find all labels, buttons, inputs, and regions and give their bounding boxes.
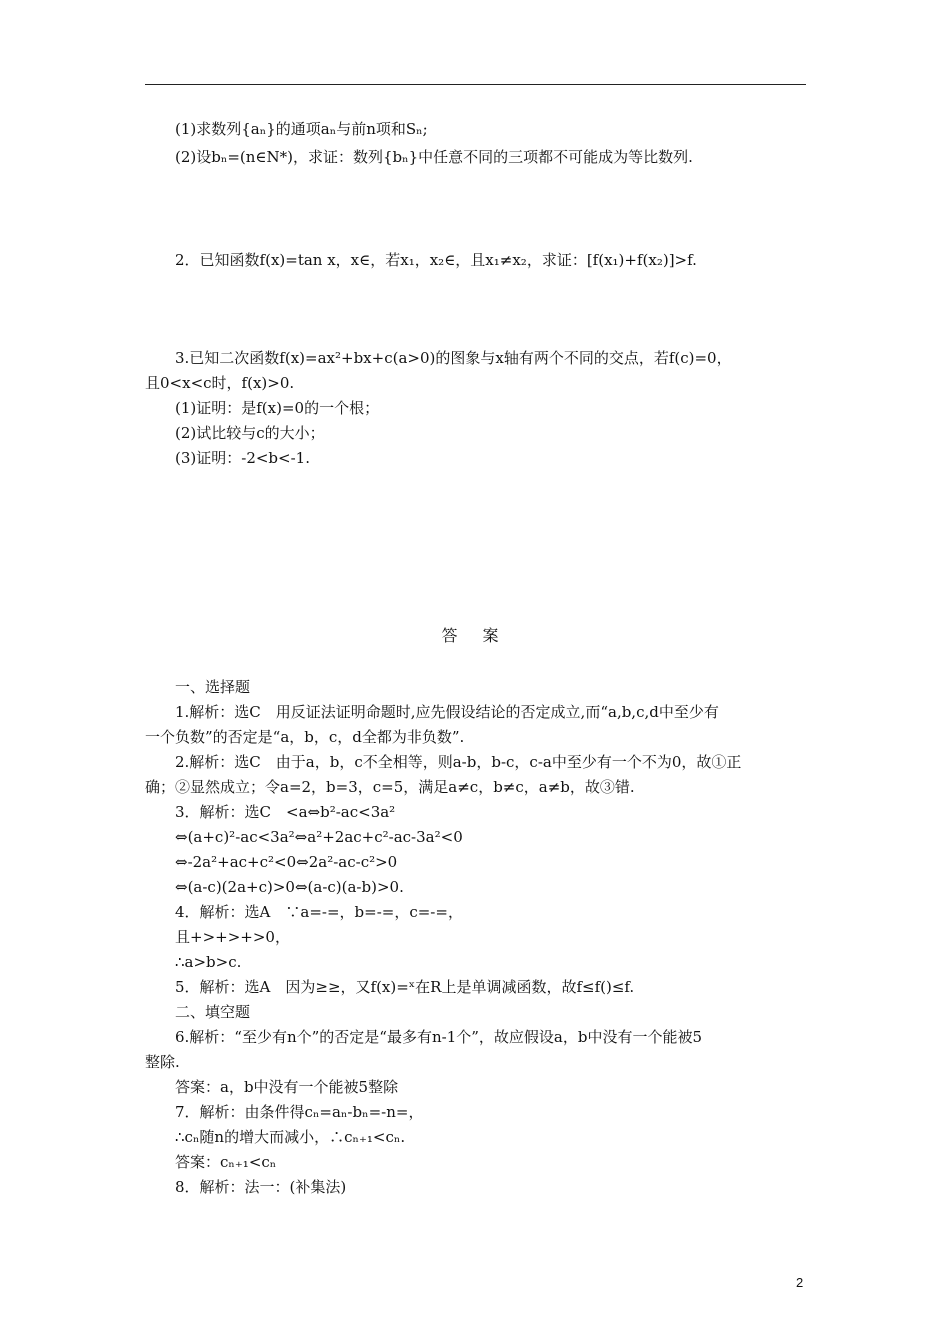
text-line: 答案：a，b中没有一个能被5整除 <box>175 1078 399 1096</box>
text-line: 整除. <box>145 1053 180 1071</box>
text-line: ∴a>b>c. <box>175 953 242 971</box>
text-line: 2.解析：选C 由于a，b，c不全相等，则a-b，b-c，c-a中至少有一个不为0，故①正 <box>175 753 742 771</box>
text-line: 答案：cₙ₊₁<cₙ <box>175 1153 277 1171</box>
text-line: (3)证明：-2<b<-1. <box>175 449 310 467</box>
text-line: ⇔(a-c)(2a+c)>0⇔(a-c)(a-b)>0. <box>175 878 404 896</box>
page-number: 2 <box>796 1275 804 1290</box>
text-line: 4．解析：选A ∵a=-=，b=-=，c=-=， <box>175 903 463 921</box>
text-line: 且0<x<c时，f(x)>0. <box>145 374 295 392</box>
text-line: 8．解析：法一：(补集法) <box>175 1178 347 1196</box>
text-line: (1)证明：是f(x)=0的一个根； <box>175 399 380 417</box>
header-rule <box>145 84 806 85</box>
text-line: ∴cₙ随n的增大而减小，∴cₙ₊₁<cₙ. <box>175 1128 406 1146</box>
text-line: 一个负数”的否定是“a，b，c，d全都为非负数”. <box>145 728 465 746</box>
text-line: (2)设bₙ=(n∈N*)，求证：数列{bₙ}中任意不同的三项都不可能成为等比数列. <box>175 148 693 166</box>
problem-2: 2．已知函数f(x)=tan x，x∈，若x₁，x₂∈，且x₁≠x₂，求证：[f(x₁)+f(x₂)]>f. <box>175 251 697 269</box>
text-line: 7．解析：由条件得cₙ=aₙ-bₙ=-n=， <box>175 1103 424 1121</box>
text-line: 1.解析：选C 用反证法证明命题时,应先假设结论的否定成立,而“a,b,c,d中至少有 <box>175 703 719 721</box>
text-line: 6.解析：“至少有n个”的否定是“最多有n-1个”，故应假设a，b中没有一个能被5 <box>175 1028 703 1046</box>
text-line: 确；②显然成立；令a=2，b=3，c=5，满足a≠c，b≠c，a≠b，故③错. <box>145 778 635 796</box>
problem-3: 3.已知二次函数f(x)=ax²+bx+c(a>0)的图象与x轴有两个不同的交点，若f(c)=0， <box>175 349 732 367</box>
section-heading: 一、选择题 <box>175 678 251 696</box>
section-heading: 二、填空题 <box>175 1003 251 1021</box>
text-line: (2)试比较与c的大小； <box>175 424 325 442</box>
text-line: 3．解析：选C <a⇔b²-ac<3a² <box>175 803 396 821</box>
text-line: ⇔(a+c)²-ac<3a²⇔a²+2ac+c²-ac-3a²<0 <box>175 828 463 846</box>
text-line: 5．解析：选A 因为≥≥，又f(x)=ˣ在R上是单调减函数，故f≤f()≤f. <box>175 978 635 996</box>
answer-heading: 答 案 <box>441 626 509 645</box>
text-line: ⇔-2a²+ac+c²<0⇔2a²-ac-c²>0 <box>175 853 398 871</box>
text-line: 且+>+>+>0， <box>175 928 290 946</box>
text-line: (1)求数列{aₙ}的通项aₙ与前n项和Sₙ; <box>175 120 428 138</box>
